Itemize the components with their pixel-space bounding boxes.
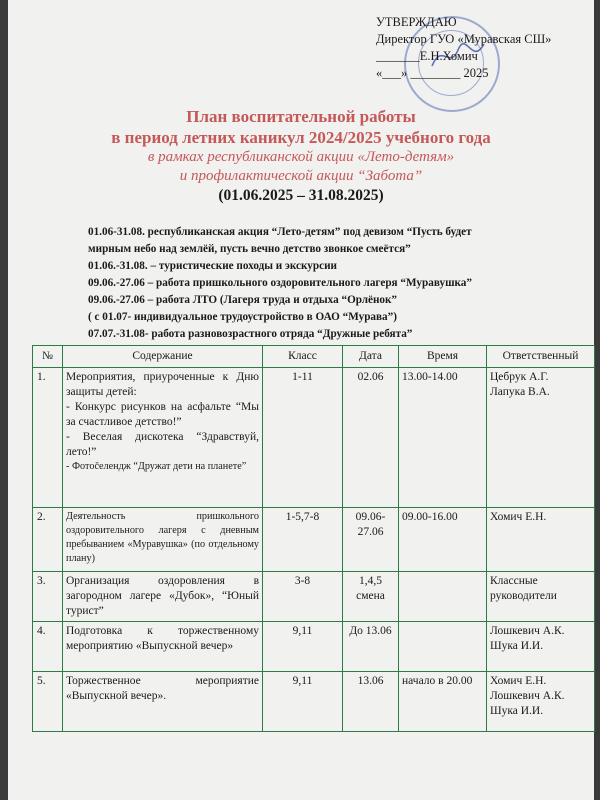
cell-responsible: Хомич Е.Н. — [487, 508, 595, 572]
cell-responsible — [487, 368, 595, 508]
table-row — [33, 572, 595, 622]
cell-content: Деятельность пришкольного оздоровительного лагеря с дневным пребыванием «Муравушка» (по отдельному плану) — [63, 508, 263, 572]
cell-time — [399, 622, 487, 672]
summary-line: 07.07.-31.08- работа разновозрастного отряда “Дружные ребята” — [88, 328, 413, 340]
summary-line: 09.06.-27.06 – работа пришкольного оздоровительного лагеря “Муравушка” — [88, 277, 472, 289]
header-content: Содержание — [63, 346, 263, 368]
table-row — [33, 508, 595, 572]
activity-text: - Веселая дискотека “Здравствуй, лето!” — [66, 431, 259, 458]
title-line-1: План воспитательной работы — [186, 107, 416, 126]
cell-class: 9,11 — [263, 672, 343, 732]
cell-class: 9,11 — [263, 622, 343, 672]
cell-time: 13.00-14.00 — [399, 368, 487, 508]
cell-num: 5. — [33, 672, 63, 732]
cell-num: 1. — [33, 368, 63, 508]
cell-content — [63, 368, 263, 508]
responsible-name: Лошкевич А.К. — [490, 625, 565, 637]
summary-line: 01.06-31.08. республиканская акция “Лето-детям” под девизом “Пусть будет — [88, 226, 472, 238]
cell-responsible — [487, 622, 595, 672]
title-dates: (01.06.2025 – 31.08.2025) — [218, 187, 384, 204]
responsible-name: Цебрук А.Г. — [490, 371, 549, 383]
responsible-name: Шука И.И. — [490, 705, 544, 717]
summary-line: ( с 01.07- индивидуальное трудоустройство в ОАО “Мурава”) — [88, 311, 397, 323]
cell-class: 3-8 — [263, 572, 343, 622]
cell-time — [399, 572, 487, 622]
responsible-name: Хомич Е.Н. — [490, 675, 547, 687]
activity-text: Мероприятия, приуроченные к Дню защиты детей: — [66, 371, 259, 398]
cell-class: 1-11 — [263, 368, 343, 508]
document-title — [8, 106, 594, 206]
summary-line: 01.06.-31.08. – туристические походы и экскурсии — [88, 260, 337, 272]
table-row — [33, 368, 595, 508]
plan-table — [32, 345, 595, 732]
summary-line: мирным небо над землёй, пусть вечно детство звонкое смеётся” — [88, 243, 411, 255]
cell-num: 4. — [33, 622, 63, 672]
table-row — [33, 672, 595, 732]
header-date: Дата — [343, 346, 399, 368]
cell-date: 09.06-27.06 — [343, 508, 399, 572]
subtitle-line-2: и профилактической акции “Забота” — [179, 168, 423, 184]
approval-block — [376, 14, 596, 82]
approval-signer: _______Е.Н.Хомич — [376, 49, 478, 63]
cell-content: Подготовка к торжественному мероприятию «Выпускной вечер» — [63, 622, 263, 672]
approval-position: Директор ГУО «Муравская СШ» — [376, 32, 552, 46]
approval-heading: УТВЕРЖДАЮ — [376, 15, 457, 29]
table-row — [33, 622, 595, 672]
cell-num: 2. — [33, 508, 63, 572]
activity-text: - Фотočелендж “Дружат дети на планете” — [66, 461, 247, 472]
cell-date: До 13.06 — [343, 622, 399, 672]
cell-content: Организация оздоровления в загородном лагере «Дубок», “Юный турист” — [63, 572, 263, 622]
header-responsible: Ответственный — [487, 346, 595, 368]
summary-line: 09.06.-27.06 – работа ЛТО (Лагеря труда и отдыха “Орлёнок” — [88, 294, 398, 306]
responsible-name: Шука И.И. — [490, 640, 544, 652]
document-sheet — [8, 0, 594, 800]
cell-responsible: Классные руководители — [487, 572, 595, 622]
activity-summary — [88, 224, 588, 343]
responsible-name: Лошкевич А.К. — [490, 690, 565, 702]
header-class: Класс — [263, 346, 343, 368]
cell-date: 1,4,5 смена — [343, 572, 399, 622]
subtitle-line-1: в рамках республиканской акции «Лето-детям» — [147, 149, 455, 165]
cell-time: 09.00-16.00 — [399, 508, 487, 572]
cell-time: начало в 20.00 — [399, 672, 487, 732]
table-header-row — [33, 346, 595, 368]
cell-num: 3. — [33, 572, 63, 622]
title-line-2: в период летних каникул 2024/2025 учебного года — [111, 128, 491, 147]
cell-date: 02.06 — [343, 368, 399, 508]
activity-text: - Конкурс рисунков на асфальте “Мы за счастливое детство!” — [66, 401, 259, 428]
cell-class: 1-5,7-8 — [263, 508, 343, 572]
approval-date: «___» ________ 2025 — [376, 66, 489, 80]
responsible-name: Лапука В.А. — [490, 386, 550, 398]
header-num: № — [33, 346, 63, 368]
cell-content: Торжественное мероприятие «Выпускной вечер». — [63, 672, 263, 732]
cell-responsible — [487, 672, 595, 732]
cell-date: 13.06 — [343, 672, 399, 732]
header-time: Время — [399, 346, 487, 368]
